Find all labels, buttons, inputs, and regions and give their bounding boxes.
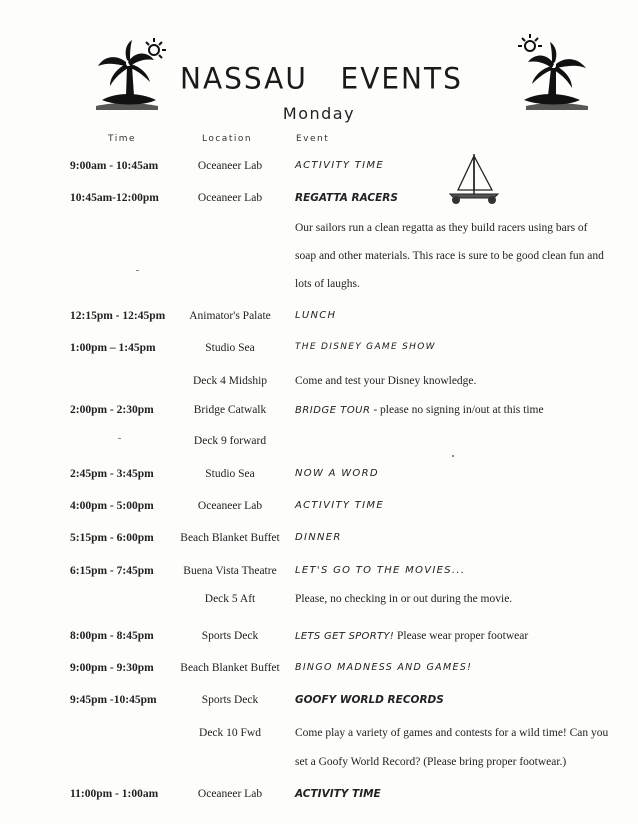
scan-speck xyxy=(136,270,139,271)
event-title: GOOFY WORLD RECORDS xyxy=(295,694,444,706)
event-description: lots of laughs. xyxy=(295,278,360,290)
table-row xyxy=(0,435,638,455)
table-row xyxy=(0,404,638,424)
column-header-event: Event xyxy=(296,134,330,144)
event-title: THE DISNEY GAME SHOW xyxy=(295,342,436,352)
event-location: Deck 5 Aft xyxy=(204,593,256,605)
event-time: 10:45am-12:00pm xyxy=(70,192,159,204)
event-time: 8:00pm - 8:45pm xyxy=(70,630,154,642)
event-time: 9:45pm -10:45pm xyxy=(70,694,157,706)
event-time: 2:00pm - 2:30pm xyxy=(70,404,154,416)
event-location: Oceaneer Lab xyxy=(197,160,263,172)
event-time: 9:00am - 10:45am xyxy=(70,160,159,172)
event-cell xyxy=(295,630,630,642)
table-row xyxy=(0,342,638,362)
event-location: Buena Vista Theatre xyxy=(183,565,277,577)
event-title: LET'S GO TO THE MOVIES... xyxy=(295,565,466,576)
event-note: Please wear proper footwear xyxy=(394,630,529,642)
event-description: set a Goofy World Record? (Please bring proper footwear.) xyxy=(295,756,567,768)
event-location: Sports Deck xyxy=(201,694,259,706)
event-note: - please no signing in/out at this time xyxy=(370,404,544,416)
event-title: DINNER xyxy=(295,532,342,543)
event-title: BRIDGE TOUR xyxy=(295,405,371,416)
palm-tree-sun-icon xyxy=(510,34,590,114)
event-location: Sports Deck xyxy=(201,630,259,642)
table-row xyxy=(0,788,638,808)
event-time: 12:15pm - 12:45pm xyxy=(70,310,166,322)
event-location: Oceaneer Lab xyxy=(197,500,263,512)
event-title: ACTIVITY TIME xyxy=(295,500,384,511)
event-location: Studio Sea xyxy=(205,342,255,354)
event-location: Oceaneer Lab xyxy=(197,192,263,204)
event-title: LUNCH xyxy=(295,310,337,321)
table-row xyxy=(0,375,638,395)
event-location: Bridge Catwalk xyxy=(193,404,267,416)
event-note: Please, no checking in or out during the movie. xyxy=(295,593,513,605)
event-time: 4:00pm - 5:00pm xyxy=(70,500,154,512)
table-row xyxy=(0,468,638,488)
event-title: REGATTA RACERS xyxy=(295,192,398,204)
event-location: Oceaneer Lab xyxy=(197,788,263,800)
page-title: NASSAU EVENTS xyxy=(180,61,463,96)
event-note: Come and test your Disney knowledge. xyxy=(295,375,477,387)
column-header-time: Time xyxy=(108,134,137,144)
table-row xyxy=(0,630,638,650)
table-row xyxy=(0,727,638,747)
table-row xyxy=(0,593,638,613)
event-time: 9:00pm - 9:30pm xyxy=(70,662,154,674)
event-time: 6:15pm - 7:45pm xyxy=(70,565,154,577)
event-description: soap and other materials. This race is sure to be good clean fun and xyxy=(295,250,604,262)
day-subtitle: Monday xyxy=(282,104,356,123)
scan-speck xyxy=(118,438,121,439)
table-row xyxy=(0,694,638,714)
event-location: Studio Sea xyxy=(205,468,255,480)
table-row xyxy=(0,532,638,552)
palm-tree-sun-icon xyxy=(96,34,176,114)
event-cell xyxy=(295,404,630,416)
event-location: Deck 10 Fwd xyxy=(199,727,261,739)
event-time: 1:00pm – 1:45pm xyxy=(70,342,156,354)
event-title: ACTIVITY TIME xyxy=(295,160,384,171)
event-location: Animator's Palate xyxy=(189,310,271,322)
event-title: LETS GET SPORTY! xyxy=(295,631,395,642)
event-location: Beach Blanket Buffet xyxy=(180,662,280,674)
event-location: Deck 9 forward xyxy=(193,435,267,447)
event-time: 5:15pm - 6:00pm xyxy=(70,532,154,544)
event-title: NOW A WORD xyxy=(295,468,379,479)
table-row xyxy=(0,160,638,180)
column-header-location: Location xyxy=(202,134,253,144)
table-row xyxy=(0,662,638,682)
event-title: BINGO MADNESS AND GAMES! xyxy=(295,662,473,673)
event-title: ACTIVITY TIME xyxy=(295,788,381,800)
scan-speck xyxy=(452,455,454,457)
event-time: 11:00pm - 1:00am xyxy=(70,788,159,800)
table-row xyxy=(0,310,638,330)
event-description: Our sailors run a clean regatta as they build racers using bars of xyxy=(295,222,588,234)
table-row xyxy=(0,565,638,585)
table-row xyxy=(0,192,638,212)
event-location: Beach Blanket Buffet xyxy=(180,532,280,544)
event-location: Deck 4 Midship xyxy=(192,375,268,387)
event-time: 2:45pm - 3:45pm xyxy=(70,468,154,480)
table-row xyxy=(0,500,638,520)
event-note: Come play a variety of games and contests for a wild time! Can you xyxy=(295,727,609,739)
